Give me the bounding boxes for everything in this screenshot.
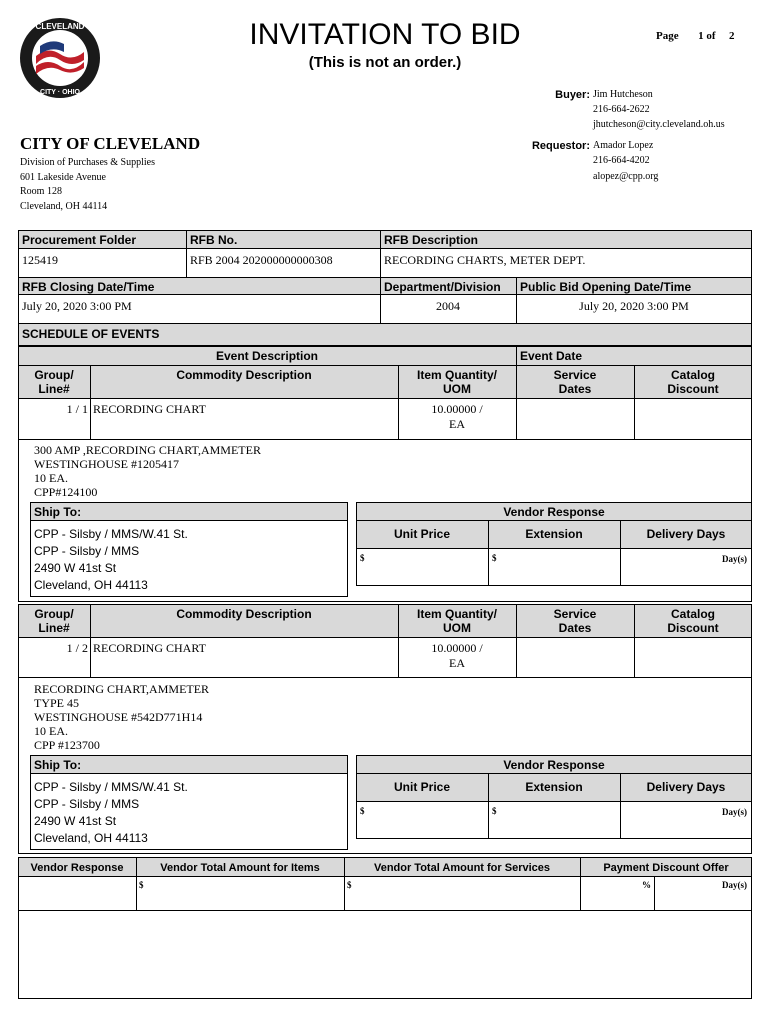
delivery-days-label: Delivery Days bbox=[646, 780, 726, 794]
org-line4: Cleveland, OH 44114 bbox=[20, 201, 108, 212]
item-uom: EA bbox=[449, 417, 465, 431]
ship-to-line: 2490 W 41st St bbox=[34, 814, 117, 828]
procurement-folder-label: Procurement Folder bbox=[22, 233, 137, 247]
requestor-email: alopez@cpp.org bbox=[593, 171, 659, 182]
opening-label: Public Bid Opening Date/Time bbox=[520, 280, 692, 294]
footer-total-items-label: Vendor Total Amount for Items bbox=[160, 862, 320, 874]
dollar-sign: $ bbox=[492, 806, 497, 816]
percent-sign: % bbox=[642, 880, 651, 890]
page-of: of bbox=[706, 30, 716, 42]
buyer-label: Buyer: bbox=[555, 89, 590, 101]
org-line3: Room 128 bbox=[20, 186, 62, 197]
closing-value: July 20, 2020 3:00 PM bbox=[22, 299, 132, 313]
ship-to-line: CPP - Silsby / MMS bbox=[34, 797, 140, 811]
department-value: 2004 bbox=[436, 299, 460, 313]
col-service-label: Service bbox=[553, 607, 597, 621]
org-name: CITY OF CLEVELAND bbox=[20, 134, 201, 153]
col-line-label: Line# bbox=[38, 382, 70, 396]
city-seal bbox=[18, 16, 102, 100]
col-dates-label: Dates bbox=[558, 621, 592, 635]
total-items-input[interactable] bbox=[137, 877, 344, 910]
col-discount-label: Discount bbox=[667, 621, 719, 635]
page-title: INVITATION TO BID bbox=[249, 18, 521, 51]
rfb-description-label: RFB Description bbox=[384, 233, 479, 247]
col-service-label: Service bbox=[553, 368, 597, 382]
unit-price-label: Unit Price bbox=[393, 527, 450, 541]
item-desc-line: CPP #123700 bbox=[34, 738, 100, 752]
page-subtitle: (This is not an order.) bbox=[308, 54, 462, 71]
item-line-number: 1 / 2 bbox=[66, 641, 88, 655]
item-qty: 10.00000 / bbox=[431, 402, 483, 416]
extension-label: Extension bbox=[525, 780, 583, 794]
days-unit: Day(s) bbox=[722, 554, 747, 564]
days-unit: Day(s) bbox=[722, 880, 747, 890]
col-group-label: Group/ bbox=[34, 368, 74, 382]
svg-text:CITY · OHIO: CITY · OHIO bbox=[40, 89, 80, 96]
item-desc-line: 10 EA. bbox=[34, 471, 68, 485]
col-catalog-label: Catalog bbox=[670, 607, 715, 621]
ship-to-line: CPP - Silsby / MMS/W.41 St. bbox=[34, 780, 188, 794]
col-discount-label: Discount bbox=[667, 382, 719, 396]
page-indicator bbox=[656, 30, 735, 42]
item-desc-line: CPP#124100 bbox=[34, 485, 98, 499]
days-unit: Day(s) bbox=[722, 807, 747, 817]
col-uom-label: UOM bbox=[443, 382, 471, 396]
item-qty: 10.00000 / bbox=[431, 641, 483, 655]
page-label: Page bbox=[656, 30, 679, 42]
vendor-response-label: Vendor Response bbox=[503, 758, 605, 772]
vendor-response-label: Vendor Response bbox=[503, 505, 605, 519]
procurement-folder-value: 125419 bbox=[22, 253, 58, 267]
col-dates-label: Dates bbox=[558, 382, 592, 396]
dollar-sign: $ bbox=[492, 553, 497, 563]
col-group-label: Group/ bbox=[34, 607, 74, 621]
dollar-sign: $ bbox=[360, 553, 365, 563]
footer-payment-discount-label: Payment Discount Offer bbox=[603, 862, 729, 874]
schedule-label: SCHEDULE OF EVENTS bbox=[22, 327, 160, 341]
org-line1: Division of Purchases & Supplies bbox=[20, 157, 155, 168]
unit-price-label: Unit Price bbox=[393, 780, 450, 794]
item-desc-line: WESTINGHOUSE #542D771H14 bbox=[34, 710, 203, 724]
ship-to-label: Ship To: bbox=[34, 505, 82, 519]
col-commodity-label: Commodity Description bbox=[176, 368, 312, 382]
ship-to-line: CPP - Silsby / MMS/W.41 St. bbox=[34, 527, 188, 541]
dollar-sign: $ bbox=[347, 880, 352, 890]
item-name: RECORDING CHART bbox=[93, 641, 206, 655]
ship-to-label: Ship To: bbox=[34, 758, 82, 772]
svg-text:CLEVELAND: CLEVELAND bbox=[35, 22, 85, 31]
buyer-email: jhutcheson@city.cleveland.oh.us bbox=[593, 119, 725, 130]
closing-label: RFB Closing Date/Time bbox=[22, 280, 155, 294]
requestor-phone: 216-664-4202 bbox=[593, 155, 650, 166]
ship-to-line: 2490 W 41st St bbox=[34, 561, 117, 575]
item-uom: EA bbox=[449, 656, 465, 670]
buyer-phone: 216-664-2622 bbox=[593, 104, 650, 115]
ship-to-line: Cleveland, OH 44113 bbox=[34, 831, 148, 845]
total-services-input[interactable] bbox=[345, 877, 580, 910]
event-date-label: Event Date bbox=[520, 349, 583, 363]
opening-value: July 20, 2020 3:00 PM bbox=[579, 299, 689, 313]
unit-price-input[interactable] bbox=[357, 549, 488, 585]
department-label: Department/Division bbox=[384, 280, 501, 294]
col-line-label: Line# bbox=[38, 621, 70, 635]
col-catalog-label: Catalog bbox=[670, 368, 715, 382]
col-qty-label: Item Quantity/ bbox=[416, 368, 497, 382]
dollar-sign: $ bbox=[139, 880, 144, 890]
vendor-response-input[interactable] bbox=[19, 877, 136, 910]
delivery-days-input[interactable] bbox=[621, 802, 751, 838]
discount-days-input[interactable] bbox=[655, 877, 751, 910]
item-name: RECORDING CHART bbox=[93, 402, 206, 416]
requestor-name: Amador Lopez bbox=[593, 140, 654, 151]
extension-input[interactable] bbox=[489, 802, 620, 838]
dollar-sign: $ bbox=[360, 806, 365, 816]
rfb-no-value: RFB 2004 202000000000308 bbox=[190, 253, 333, 267]
rfb-description-value: RECORDING CHARTS, METER DEPT. bbox=[384, 253, 586, 267]
unit-price-input[interactable] bbox=[357, 802, 488, 838]
col-commodity-label: Commodity Description bbox=[176, 607, 312, 621]
buyer-name: Jim Hutcheson bbox=[593, 89, 653, 100]
item-desc-line: 10 EA. bbox=[34, 724, 68, 738]
item-line-number: 1 / 1 bbox=[66, 402, 88, 416]
delivery-days-label: Delivery Days bbox=[646, 527, 726, 541]
col-uom-label: UOM bbox=[443, 621, 471, 635]
rfb-no-label: RFB No. bbox=[190, 233, 238, 247]
item-desc-line: TYPE 45 bbox=[34, 696, 79, 710]
requestor-label: Requestor: bbox=[531, 140, 590, 152]
col-qty-label: Item Quantity/ bbox=[416, 607, 497, 621]
extension-label: Extension bbox=[525, 527, 583, 541]
footer-total-services-label: Vendor Total Amount for Services bbox=[373, 862, 551, 874]
extension-input[interactable] bbox=[489, 549, 620, 585]
delivery-days-input[interactable] bbox=[621, 549, 751, 585]
page-total: 2 bbox=[729, 30, 735, 42]
item-desc-line: 300 AMP ,RECORDING CHART,AMMETER bbox=[34, 443, 261, 457]
footer-vendor-response-label: Vendor Response bbox=[30, 862, 124, 874]
item-desc-line: WESTINGHOUSE #1205417 bbox=[34, 457, 179, 471]
ship-to-line: Cleveland, OH 44113 bbox=[34, 578, 148, 592]
item-desc-line: RECORDING CHART,AMMETER bbox=[34, 682, 210, 696]
org-line2: 601 Lakeside Avenue bbox=[20, 172, 106, 183]
event-description-label: Event Description bbox=[215, 349, 319, 363]
page-number: 1 bbox=[698, 30, 704, 42]
discount-percent-input[interactable] bbox=[581, 877, 654, 910]
ship-to-line: CPP - Silsby / MMS bbox=[34, 544, 140, 558]
